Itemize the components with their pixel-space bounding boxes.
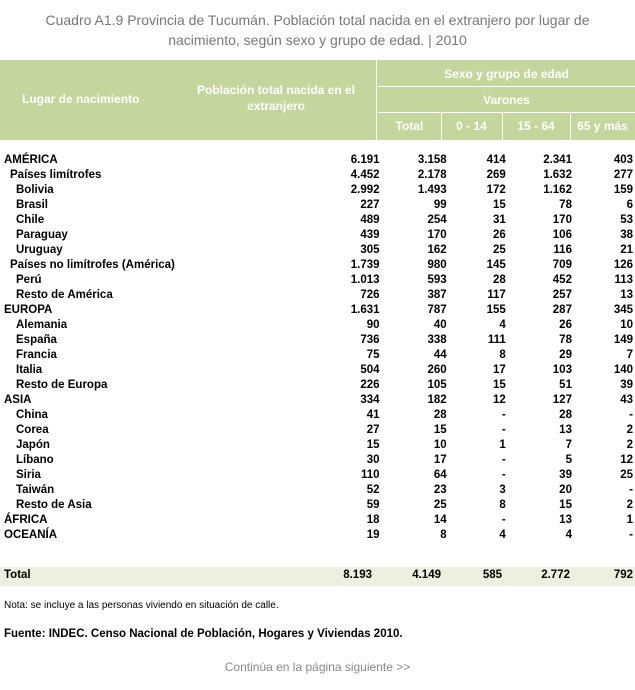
source-text: Fuente: INDEC. Censo Nacional de Población, Hogares y Viviendas 2010.	[4, 628, 403, 640]
row-g1: 4	[499, 319, 506, 331]
row-g3: 403	[613, 154, 633, 166]
row-g2: 20	[559, 484, 572, 496]
row-g3: 38	[620, 229, 633, 241]
row-varones-total: 64	[433, 469, 447, 481]
table-row	[0, 423, 635, 438]
row-g2: 78	[559, 334, 572, 346]
table-header	[0, 60, 635, 140]
table-row	[0, 183, 635, 198]
row-pop: 726	[360, 289, 380, 301]
table-row	[0, 363, 635, 378]
row-pop: 489	[360, 214, 380, 226]
row-varones-total: 44	[433, 349, 447, 361]
row-g1: -	[501, 454, 506, 466]
row-varones-total: 105	[427, 379, 447, 391]
row-varones-total: 40	[433, 319, 447, 331]
row-g1: -	[501, 424, 506, 436]
row-g1: 117	[487, 289, 506, 301]
row-name: Italia	[16, 364, 43, 376]
row-pop: 30	[366, 454, 380, 466]
header-total: Total	[395, 119, 424, 133]
total-pop: 8.193	[343, 569, 372, 581]
note-text: Nota: se incluye a las personas viviendo en situación de calle.	[4, 600, 279, 611]
row-g3: 6	[626, 199, 633, 211]
title-line-1: Cuadro A1.9 Provincia de Tucumán. Población total nacida en el extranjero por lugar de	[45, 12, 590, 28]
total-g3: 792	[613, 569, 633, 581]
row-g3: 113	[614, 274, 633, 286]
title-line-2: nacimiento, según sexo y grupo de edad. | 2010	[168, 32, 467, 48]
row-pop: 75	[366, 349, 380, 361]
row-g3: -	[629, 529, 633, 541]
row-g2: 452	[552, 274, 572, 286]
row-varones-total: 17	[433, 454, 447, 466]
row-g2: 51	[559, 379, 572, 391]
header-poblacion-line2: extranjero	[246, 99, 306, 113]
row-name: Japón	[16, 439, 50, 451]
header-g3: 65 y más	[577, 119, 628, 133]
row-g3: 25	[620, 469, 633, 481]
row-g1: 17	[492, 364, 506, 376]
table-row	[0, 168, 635, 183]
total-label: Total	[4, 569, 31, 581]
row-pop: 52	[366, 484, 380, 496]
row-g2: 78	[559, 199, 572, 211]
row-pop: 15	[366, 439, 380, 451]
row-pop: 19	[366, 529, 380, 541]
row-pop: 110	[360, 469, 380, 481]
table-row	[0, 408, 635, 423]
table-row	[0, 498, 635, 513]
table-row	[0, 303, 635, 318]
row-g3: 345	[613, 304, 633, 316]
row-name: OCEANÍA	[4, 529, 58, 541]
row-g2: 15	[559, 499, 572, 511]
row-g2: 7	[565, 439, 572, 451]
row-varones-total: 8	[440, 529, 447, 541]
row-name: Taiwán	[16, 484, 55, 496]
row-name: Perú	[16, 274, 42, 286]
row-varones-total: 593	[427, 274, 447, 286]
row-name: Resto de Europa	[16, 379, 108, 391]
continue-link[interactable]: Continúa en la página siguiente >>	[224, 660, 411, 674]
row-g2: 4	[565, 529, 572, 541]
row-g2: 13	[559, 514, 572, 526]
header-divider-2	[378, 112, 635, 113]
row-g1: 8	[499, 499, 506, 511]
header-vdivider-3	[502, 112, 503, 140]
row-varones-total: 2.178	[417, 169, 447, 181]
row-g1: -	[501, 409, 506, 421]
row-name: Chile	[16, 214, 45, 226]
row-g2: 103	[552, 364, 572, 376]
row-pop: 90	[366, 319, 380, 331]
row-name: Siria	[16, 469, 41, 481]
data-table	[0, 153, 635, 543]
row-pop: 4.452	[350, 169, 380, 181]
row-g2: 5	[565, 454, 572, 466]
table-row	[0, 483, 635, 498]
table-row	[0, 318, 635, 333]
row-g1: 155	[486, 304, 506, 316]
table-row	[0, 258, 635, 273]
table-title	[0, 10, 635, 50]
row-g3: 21	[620, 244, 633, 256]
row-varones-total: 15	[433, 424, 447, 436]
table-row	[0, 468, 635, 483]
row-name: China	[16, 409, 48, 421]
table-row	[0, 378, 635, 393]
table-row	[0, 393, 635, 408]
row-name: Países limítrofes	[10, 169, 102, 181]
row-g2: 127	[552, 394, 572, 406]
row-varones-total: 1.493	[417, 184, 447, 196]
row-g1: 15	[492, 379, 506, 391]
header-vdivider-4	[570, 112, 571, 140]
header-divider-1	[378, 86, 635, 87]
row-name: Paraguay	[16, 229, 68, 241]
header-lugar: Lugar de nacimiento	[22, 92, 140, 106]
table-row	[0, 228, 635, 243]
table-row	[0, 333, 635, 348]
row-g3: 149	[613, 334, 633, 346]
row-g1: 4	[499, 529, 506, 541]
row-name: Corea	[16, 424, 49, 436]
row-pop: 27	[366, 424, 380, 436]
table-row	[0, 513, 635, 528]
row-g3: 10	[620, 319, 633, 331]
row-g2: 1.632	[543, 169, 572, 181]
row-pop: 736	[360, 334, 380, 346]
row-varones-total: 170	[427, 229, 447, 241]
row-name: EUROPA	[4, 304, 53, 316]
row-g2: 39	[559, 469, 572, 481]
row-varones-total: 980	[427, 259, 447, 271]
row-g3: 126	[613, 259, 633, 271]
row-g1: 26	[492, 229, 506, 241]
row-name: Resto de Asia	[16, 499, 92, 511]
total-g1: 585	[482, 569, 502, 581]
row-g3: 140	[613, 364, 633, 376]
table-row	[0, 273, 635, 288]
row-pop: 1.631	[350, 304, 380, 316]
row-varones-total: 10	[433, 439, 447, 451]
row-g1: 414	[486, 154, 506, 166]
row-g1: 1	[499, 439, 506, 451]
row-pop: 439	[360, 229, 380, 241]
header-vdivider-2	[441, 112, 442, 140]
row-g2: 116	[553, 244, 572, 256]
total-g2: 2.772	[541, 569, 570, 581]
row-pop: 504	[360, 364, 380, 376]
row-g2: 29	[559, 349, 572, 361]
row-g3: 39	[620, 379, 633, 391]
row-pop: 18	[366, 514, 380, 526]
table-row	[0, 348, 635, 363]
row-g3: 7	[626, 349, 633, 361]
row-g3: 1	[626, 514, 633, 526]
row-name: ÁFRICA	[4, 514, 48, 526]
row-g1: 145	[486, 259, 506, 271]
row-varones-total: 260	[427, 364, 447, 376]
row-name: ASIA	[4, 394, 32, 406]
total-row	[0, 567, 635, 586]
table-row	[0, 453, 635, 468]
row-name: España	[16, 334, 57, 346]
row-g3: 2	[626, 439, 633, 451]
table-row	[0, 528, 635, 543]
row-g1: 31	[492, 214, 506, 226]
row-g3: 13	[620, 289, 633, 301]
table-row	[0, 243, 635, 258]
row-g3: -	[629, 484, 633, 496]
header-g2: 15 - 64	[517, 119, 555, 133]
row-varones-total: 25	[433, 499, 447, 511]
table-row	[0, 438, 635, 453]
row-g1: 15	[492, 199, 506, 211]
row-g2: 26	[559, 319, 572, 331]
row-pop: 334	[360, 394, 380, 406]
row-pop: 41	[366, 409, 380, 421]
row-pop: 227	[360, 199, 380, 211]
row-varones-total: 387	[427, 289, 447, 301]
row-g1: 8	[499, 349, 506, 361]
row-g3: 277	[613, 169, 633, 181]
row-g1: 12	[492, 394, 506, 406]
header-g1: 0 - 14	[456, 119, 487, 133]
row-pop: 1.739	[350, 259, 380, 271]
row-name: Bolivia	[16, 184, 54, 196]
row-g2: 170	[552, 214, 572, 226]
row-g3: 53	[620, 214, 633, 226]
row-name: Alemania	[16, 319, 68, 331]
row-g2: 2.341	[543, 154, 572, 166]
row-g1: -	[501, 514, 506, 526]
table-row	[0, 213, 635, 228]
row-g1: 28	[492, 274, 506, 286]
row-varones-total: 23	[433, 484, 447, 496]
row-name: Resto de América	[16, 289, 113, 301]
row-g1: -	[501, 469, 506, 481]
row-name: Brasil	[16, 199, 48, 211]
row-g2: 287	[552, 304, 572, 316]
row-pop: 6.191	[350, 154, 380, 166]
table-row	[0, 288, 635, 303]
table-row	[0, 153, 635, 168]
row-pop: 59	[366, 499, 380, 511]
row-name: Países no limítrofes (América)	[10, 259, 175, 271]
row-varones-total: 14	[433, 514, 447, 526]
row-varones-total: 28	[433, 409, 447, 421]
header-sexo-grupo: Sexo y grupo de edad	[444, 67, 569, 81]
row-varones-total: 162	[427, 244, 447, 256]
row-varones-total: 254	[427, 214, 447, 226]
row-varones-total: 787	[427, 304, 447, 316]
row-pop: 2.992	[350, 184, 380, 196]
row-g2: 13	[559, 424, 572, 436]
row-g2: 28	[559, 409, 572, 421]
row-g3: 2	[626, 424, 633, 436]
row-pop: 305	[360, 244, 380, 256]
row-g1: 25	[492, 244, 506, 256]
row-g2: 1.162	[543, 184, 572, 196]
row-name: Líbano	[16, 454, 54, 466]
header-poblacion-line1: Población total nacida en el	[196, 83, 356, 97]
row-name: AMÉRICA	[4, 154, 58, 166]
row-g1: 269	[486, 169, 506, 181]
row-varones-total: 99	[433, 199, 447, 211]
row-g1: 3	[499, 484, 506, 496]
row-g3: 2	[626, 499, 633, 511]
row-g2: 257	[552, 289, 572, 301]
row-g3: -	[629, 409, 633, 421]
table-row	[0, 198, 635, 213]
row-varones-total: 338	[427, 334, 447, 346]
row-g1: 111	[487, 334, 506, 346]
row-pop: 1.013	[350, 274, 380, 286]
row-g1: 172	[486, 184, 506, 196]
row-g2: 709	[552, 259, 572, 271]
header-poblacion	[178, 82, 374, 114]
row-name: Uruguay	[16, 244, 63, 256]
header-varones: Varones	[483, 93, 530, 107]
row-g3: 159	[613, 184, 633, 196]
row-g2: 106	[552, 229, 572, 241]
row-g3: 43	[620, 394, 633, 406]
row-varones-total: 182	[427, 394, 447, 406]
total-varones: 4.149	[412, 569, 441, 581]
row-name: Francia	[16, 349, 57, 361]
row-pop: 226	[360, 379, 380, 391]
row-g3: 12	[620, 454, 633, 466]
row-varones-total: 3.158	[417, 154, 447, 166]
header-vdivider-1	[376, 60, 377, 140]
